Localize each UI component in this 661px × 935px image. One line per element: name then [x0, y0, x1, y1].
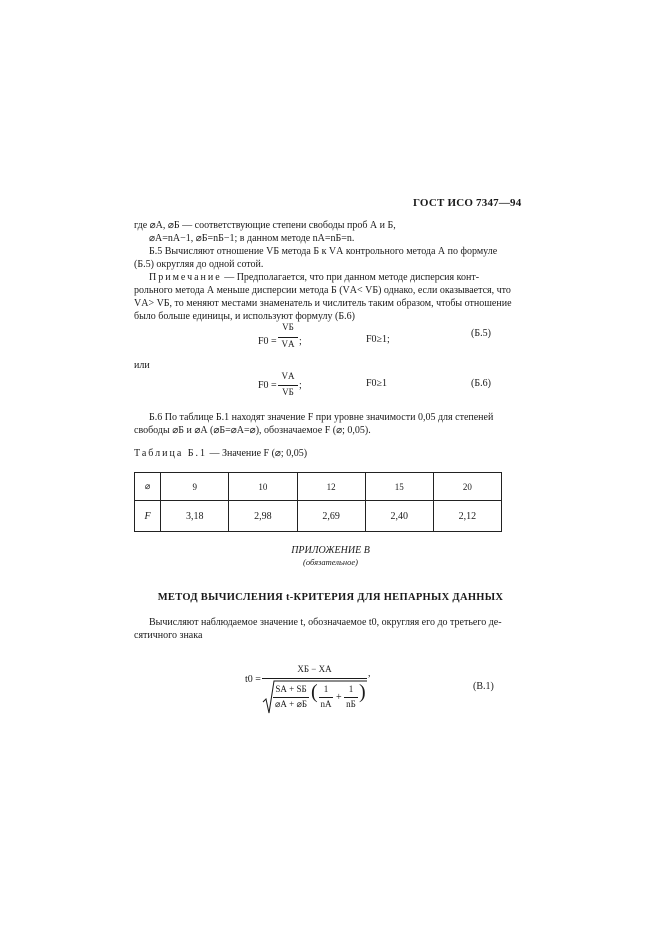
- formula-v1-lhs: t0 =: [245, 674, 261, 685]
- note-line4: было больше единицы, и используют формулу (Б.6): [134, 311, 355, 322]
- note-line3: VА> VБ, то меняют местами знаменатель и числитель таким образом, чтобы отношение: [134, 298, 512, 309]
- or-word: или: [134, 360, 150, 371]
- appendix-title: ПРИЛОЖЕНИЕ В: [291, 545, 370, 556]
- table-cell: 2,12: [433, 501, 501, 532]
- table-header-cell: ⌀: [135, 473, 161, 501]
- formula-b5-numerator: VБ: [282, 322, 294, 332]
- table-cell: F: [135, 501, 161, 532]
- f-values-table: [134, 472, 502, 532]
- paragraph-b5-line2: (Б.5) округляя до одной сотой.: [134, 259, 264, 270]
- formula-v1-frac1-denominator: nА: [320, 699, 332, 709]
- formula-v1-paren-right: ): [359, 681, 366, 703]
- table-header-cell: 12: [297, 473, 365, 501]
- formula-b6-lhs: F0 =: [258, 380, 277, 391]
- table-cell: 2,98: [229, 501, 297, 532]
- table-header-cell: 9: [161, 473, 229, 501]
- paragraph-b6-line2: свободы ⌀Б и ⌀А (⌀Б=⌀А=⌀), обозначаемое F (⌀; 0,05).: [134, 425, 371, 436]
- table-header-cell: 10: [229, 473, 297, 501]
- appendix-subtitle: (обязательное): [303, 557, 358, 567]
- formula-v1-frac1-numerator: 1: [323, 684, 329, 694]
- formula-v1-frac2-numerator: 1: [348, 684, 354, 694]
- paragraph-t-line1: Вычисляют наблюдаемое значение t, обозначаемое t0, округляя его до третьего де-: [149, 617, 502, 628]
- table-cell: 2,40: [365, 501, 433, 532]
- formula-b5-lhs: F0 =: [258, 336, 277, 347]
- appendix-heading: МЕТОД ВЫЧИСЛЕНИЯ t-КРИТЕРИЯ ДЛЯ НЕПАРНЫХ ДАННЫХ: [157, 592, 504, 603]
- formula-b5-semicolon: ;: [299, 336, 302, 347]
- table-caption-label: Таблица Б.1: [134, 448, 208, 459]
- formula-v1-inner-denominator: ⌀А + ⌀Б: [274, 699, 308, 709]
- formula-v1-comma: ,: [368, 668, 371, 679]
- formula-b6-semicolon: ;: [299, 380, 302, 391]
- paragraph-b5-line1: Б.5 Вычисляют отношение VБ метода Б к VА контрольного метода А по формуле: [149, 246, 498, 257]
- formula-v1-numerator: XБ − XА: [297, 664, 332, 674]
- formula-v1-inner-bar: [273, 697, 309, 698]
- paragraph-where: где ⌀А, ⌀Б — соответствующие степени свободы проб А и Б,: [134, 220, 396, 231]
- formula-b6-condition: F0≥1: [366, 378, 388, 389]
- formula-b6-numerator: VА: [281, 371, 295, 381]
- note-label: Примечание: [149, 272, 222, 283]
- note-line1: [149, 271, 479, 284]
- table-cell: 2,69: [297, 501, 365, 532]
- paragraph-b6-line1: Б.6 По таблице Б.1 находят значение F при уровне значимости 0,05 для степеней: [149, 412, 494, 423]
- table-header-cell: 20: [433, 473, 501, 501]
- formula-b5-denominator: VА: [281, 339, 295, 349]
- table-header-cell: 15: [365, 473, 433, 501]
- paragraph-t-line2: сятичного знака: [134, 630, 203, 641]
- note-text-1: — Предполагается, что при данном методе дисперсия конт-: [221, 272, 480, 283]
- document-code: ГОСТ ИСО 7347—94: [413, 197, 522, 209]
- formula-v1-plus: +: [336, 692, 342, 703]
- formula-b6-denominator: VБ: [282, 387, 294, 397]
- formula-v1-inner-numerator: SА + SБ: [275, 684, 307, 694]
- table-caption: [134, 447, 307, 460]
- paragraph-degrees: ⌀А=nА−1, ⌀Б=nБ−1; в данном методе nА=nБ=n.: [149, 233, 355, 244]
- note-line2: рольного метода А меньше дисперсии метода Б (VА< VБ) однако, если оказывается, что: [134, 285, 511, 296]
- formula-b6-number: (Б.6): [471, 378, 491, 389]
- table-row: [135, 501, 502, 532]
- table-cell: 3,18: [161, 501, 229, 532]
- formula-v1-frac2-denominator: nБ: [346, 699, 356, 709]
- formula-v1-frac1-bar: [319, 697, 333, 698]
- table-header-row: [135, 473, 502, 501]
- formula-b5-number: (Б.5): [471, 328, 491, 339]
- formula-b5-bar: [278, 337, 298, 338]
- formula-v1-number: (В.1): [473, 681, 494, 692]
- formula-v1-frac2-bar: [344, 697, 358, 698]
- table-caption-text: — Значение F (⌀; 0,05): [207, 448, 308, 459]
- formula-b6-bar: [278, 385, 298, 386]
- formula-b5-condition: F0≥1;: [366, 334, 390, 345]
- formula-v1-paren-left: (: [311, 681, 318, 703]
